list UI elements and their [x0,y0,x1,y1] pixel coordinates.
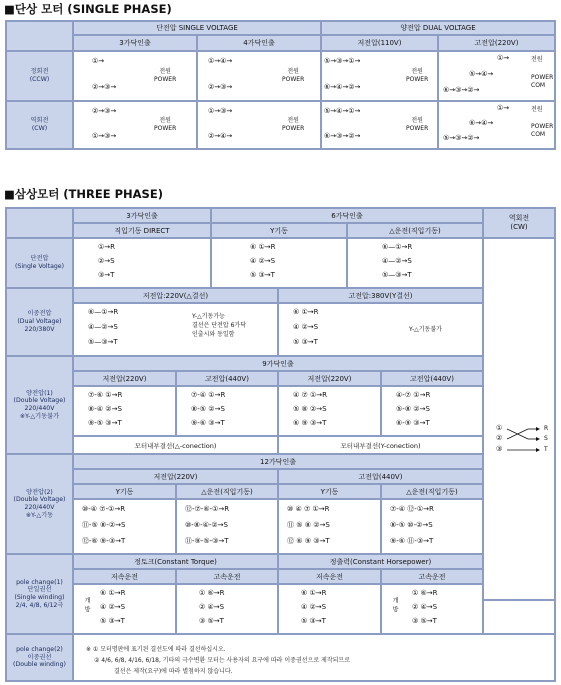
h-6lead: 6가닥인출 [211,208,483,223]
note-3: 결선은 제작(요구)에 따라 별첨하지 않습니다. [114,668,233,675]
three-phase-corner [6,208,73,238]
nine-a-s: ⑧-④ ②→S [88,405,122,413]
twelve-d-cell [381,499,483,554]
nine-d-cell [381,386,483,436]
nine-label: 양전압(1) (Double Voltage) 220/440V ※Y-△기동불가 [6,356,73,454]
three-phase-table [5,207,556,682]
sv-y-r: ⑥ ①→R [250,243,276,251]
dual-high-t: ⑤ ③→T [293,338,318,346]
sv-y-s: ④ ②→S [250,257,276,265]
nine-lead-header: 9가닥인출 [73,356,483,371]
col-110v: 저전압(110V) [321,35,438,51]
twelve-b-s: ⑩-⑧-④-②→S [185,521,228,529]
cw-220v-cell [438,101,555,149]
twelve-v220: 저전압(220V) [73,469,278,484]
dual-low-header: 저전압:220V(△결선) [73,288,278,303]
dual-voltage-header: 양전압 DUAL VOLTAGE [321,21,555,35]
ccw-110v-cell [321,51,438,101]
pole-d-open: 개방 [391,597,398,615]
twelve-c-r: ⑩ ④ ⑦ ①→R [287,505,330,513]
pole-b-s: ② ④→S [199,603,225,611]
ccw-3lead-cell [73,51,197,101]
twelve-lead-header: 12가닥인출 [73,454,483,469]
reverse-s: S [544,435,548,442]
reverse-2: ② [496,434,503,442]
pole-a-r: ⑥ ①→R [100,589,126,597]
nine-v220-a: 저전압(220V) [73,371,176,386]
nine-b-s: ⑧-⑤ ②→S [191,405,225,413]
nine-b-cell [176,386,278,436]
nine-b-r: ⑦-④ ①→R [191,391,226,399]
twelve-b-t: ⑪-⑨-⑤-③→T [185,537,229,545]
low-speed-a: 저속운전 [73,569,176,584]
twelve-c-s: ⑪ ⑤ ⑧ ②→S [287,521,330,529]
twelve-delta-b: △운전(직입기동) [381,484,483,499]
twelve-a-cell [73,499,176,554]
pole-c-s: ④ ②→S [301,603,327,611]
pole2-label: pole change(2) 이중권선 (Double winding) [6,634,73,681]
nine-v440-a: 고전압(440V) [176,371,278,386]
ccw-3lead-line-1: ①→ [92,57,105,65]
cw-4lead-line-1: ①→③→ [208,107,233,115]
cw-4lead-line-2: ②→④→ [208,132,233,140]
twelve-a-t: ⑫-⑥ ⑨-③→T [82,537,126,545]
reverse-cell-lower [483,600,555,634]
ccw-220v-line-2: ⑤→④→ [469,70,494,78]
nine-a-cell [73,386,176,436]
twelve-y-a: Y기동 [73,484,176,499]
h-3lead: 3가닥인출 [73,208,211,223]
dual-high-note: Y-△기동불가 [409,326,442,333]
cw-220v-line-1: ①→ [497,104,510,112]
twelve-c-cell [278,499,381,554]
cw-110v-power: 전원 POWER [406,117,429,132]
cw-4lead-cell [197,101,321,149]
ccw-4lead-power: 전원 POWER [282,68,305,83]
note-2: ② 4/6, 6/8, 4/16, 6/18, 기타의 극수변환 모터는 사용자의 요구에 따라 이중권선으로 제작되므로 [94,657,351,664]
nine-a-t: ⑨-⑤ ③→T [88,419,122,427]
pole-a-cell [73,584,176,634]
twelve-delta-a: △운전(직입기동) [176,484,278,499]
row-ccw-label: 정회전 (CCW) [6,51,73,101]
ccw-4lead-cell [197,51,321,101]
single-phase-title: ■단상 모터 (SINGLE PHASE) [4,2,172,16]
high-speed-a: 고속운전 [176,569,278,584]
dual-low-note: Y-△기동가능 결선은 단전압 6가닥 인출시와 동일함 [192,313,247,338]
twelve-d-s: ⑧-⑤ ⑩-②→S [390,521,433,529]
cw-110v-cell [321,101,438,149]
ccw-220v-power-com: POWER COM [531,74,554,89]
twelve-y-b: Y기동 [278,484,381,499]
twelve-b-cell [176,499,278,554]
note-1: ※ ① 모터명판에 표기된 결선도에 따라 결선하십시오. [86,646,226,653]
twelve-d-t: ⑨-⑥ ⑪-③→T [390,537,434,545]
reverse-3: ③ [496,445,503,453]
nine-a-r: ⑦-⑥ ①→R [88,391,123,399]
cw-4lead-power: 전원 POWER [282,117,305,132]
dual-high-header: 고전압:380V(Y결선) [278,288,483,303]
pole-c-r: ⑥ ①→R [301,589,327,597]
pole-d-cell [381,584,483,634]
cw-220v-power-com: POWER COM [531,123,554,138]
dual-low-cell [73,303,278,356]
three-phase-title: ■삼상모터 (THREE PHASE) [4,187,163,201]
cw-3lead-cell [73,101,197,149]
nine-c-t: ⑥ ⑨ ③→T [293,419,327,427]
pole-d-r: ① ⑥→R [412,589,438,597]
low-speed-b: 저속운전 [278,569,381,584]
cw-3lead-power: 전원 POWER [154,117,177,132]
internal-delta: 모터내부결선(△-conection) [73,436,278,454]
ccw-3lead-line-2: ②→③→ [92,83,117,91]
single-phase-corner [6,21,73,51]
dual-high-s: ④ ②→S [293,323,319,331]
ccw-220v-cell [438,51,555,101]
ccw-220v-line-3: ⑥→③→②→ [443,86,480,94]
ccw-110v-line-1: ⑤→③→①→ [324,57,361,65]
pole-b-t: ③ ⑤→T [199,617,224,625]
ccw-3lead-power: 전원 POWER [154,68,177,83]
sv-y-t: ⑤ ③→T [250,271,275,279]
dual-low-s: ④—②→S [88,323,118,331]
nine-v440-b: 고전압(440V) [381,371,483,386]
twelve-b-r: ⑫-⑦-⑥-①→R [185,505,230,513]
nine-v220-b: 저전압(220V) [278,371,381,386]
h-ystart: Y기동 [211,223,347,238]
col-220v: 고전압(220V) [438,35,555,51]
cw-220v-line-2: ⑥→④→ [469,119,494,127]
twelve-v440: 고전압(440V) [278,469,483,484]
ccw-110v-power: 전원 POWER [406,68,429,83]
col-3-lead: 3가닥인출 [73,35,197,51]
pole-a-s: ④ ②→S [100,603,126,611]
nine-d-t: ⑥-⑨ ③→T [396,419,430,427]
const-hp-header: 정출력(Constant Horsepower) [278,554,483,569]
sv-direct-s: ②→S [98,257,115,265]
pole-d-s: ② ④→S [412,603,438,611]
sv-direct-t: ③→T [98,271,115,279]
sv-label: 단전압 (Single Voltage) [6,238,73,288]
reverse-t: T [544,446,548,453]
pole-c-cell [278,584,381,634]
twelve-d-r: ⑦-④ ⑫-①→R [390,505,434,513]
sv-direct-r: ①→R [98,243,116,251]
reverse-r: R [544,425,549,432]
sv-delta-t: ⑤—③→T [382,271,412,279]
nine-c-cell [278,386,381,436]
sv-direct-cell [73,238,211,288]
nine-d-r: ④-⑦ ①→R [396,391,431,399]
pole-d-t: ③ ⑤→T [412,617,437,625]
ccw-4lead-line-2: ②→③→ [208,83,233,91]
nine-d-s: ⑤-⑧ ②→S [396,405,430,413]
ccw-110v-line-2: ⑥→④→②→ [324,83,361,91]
cw-3lead-line-2: ①→③→ [92,132,117,140]
sv-delta-r: ⑥—①→R [382,243,413,251]
sv-delta-s: ④—②→S [382,257,412,265]
pole2-notes-cell [73,634,555,681]
col-4-lead: 4가닥인출 [197,35,321,51]
dual-label: 이중전압 (Dual Voltage) 220/380V [6,288,73,356]
twelve-c-t: ⑫ ⑥ ⑨ ③→T [287,537,330,545]
ccw-4lead-line-1: ①→④→ [208,57,233,65]
nine-b-t: ⑨-⑥ ③→T [191,419,225,427]
dual-high-cell [278,303,483,356]
h-direct: 직입기동 DIRECT [73,223,211,238]
h-reverse: 역회전 (CW) [483,208,555,238]
internal-y: 모터내부결선(Y-conection) [278,436,483,454]
cw-110v-line-2: ⑥→③→②→ [324,132,361,140]
pole-a-open: 개방 [83,597,90,615]
dual-high-r: ⑥ ①→R [293,308,319,316]
twelve-a-s: ⑪-⑤ ⑧-②→S [82,521,126,529]
twelve-label: 양전압(2) (Double Voltage) 220/440V ※Y-△기동 [6,454,73,554]
sv-delta-cell [347,238,483,288]
const-torque-header: 정토크(Constant Torque) [73,554,278,569]
row-cw-label: 역회전 (CW) [6,101,73,149]
reverse-1: ① [496,424,503,432]
pole-b-cell [176,584,278,634]
h-delta: △운전(직입기동) [347,223,483,238]
dual-low-r: ⑥—①→R [88,308,119,316]
sv-y-cell [211,238,347,288]
dual-low-t: ⑤—③→T [88,338,118,346]
pole-c-t: ⑤ ③→T [301,617,326,625]
pole-b-r: ① ⑥→R [199,589,225,597]
ccw-220v-line-1: ①→ [497,54,510,62]
reverse-cell [483,238,555,600]
cw-110v-line-1: ⑤→④→①→ [324,107,361,115]
single-phase-table [5,20,556,150]
single-voltage-header: 단전압 SINGLE VOLTAGE [73,21,321,35]
nine-c-r: ④ ⑦ ①→R [293,391,328,399]
cw-3lead-line-1: ②→③→ [92,107,117,115]
pole1-label: pole change(1) 단일권선 (Single winding) 2/4, 4/8, 6/12극 [6,554,73,634]
pole-a-t: ⑤ ③→T [100,617,125,625]
cw-220v-line-3: ⑤→③→②→ [443,134,480,142]
ccw-220v-power-label: 전원 [531,56,543,63]
cw-220v-power-label: 전원 [531,106,543,113]
nine-c-s: ⑤ ⑧ ②→S [293,405,327,413]
high-speed-b: 고속운전 [381,569,483,584]
twelve-a-r: ⑩-④ ⑦-①→R [82,505,126,513]
